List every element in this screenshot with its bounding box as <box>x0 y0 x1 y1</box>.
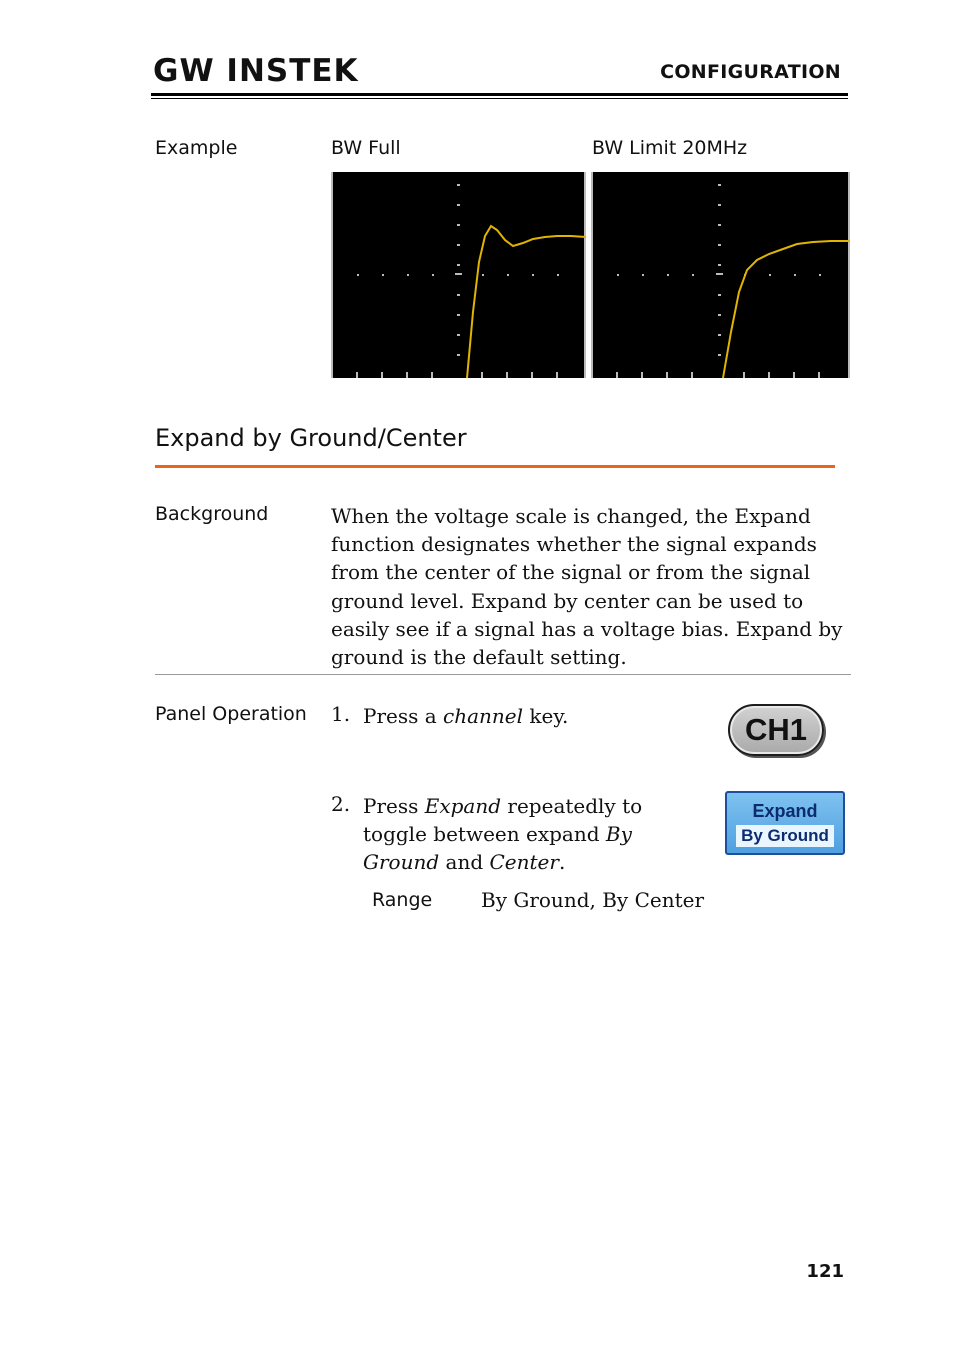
background-label: Background <box>155 503 269 525</box>
softkey-title: Expand <box>752 801 818 821</box>
step-1-text: Press a channel key. <box>363 704 569 728</box>
header-rule-thin <box>151 98 848 99</box>
row-divider <box>155 674 851 675</box>
bw-full-waveform <box>331 172 586 378</box>
bw-full-caption: BW Full <box>331 137 401 159</box>
range-label: Range <box>372 889 433 911</box>
brand-logo <box>153 52 359 89</box>
bw-limit-caption: BW Limit 20MHz <box>592 137 748 159</box>
svg-text:GW INSTEK: GW INSTEK <box>153 53 359 89</box>
panel-operation-label: Panel Operation <box>155 703 307 725</box>
step-2-text: Press Expand repeatedly to toggle between expand By Ground and Center. <box>363 794 643 874</box>
bw-limit-waveform <box>591 172 850 378</box>
center-term: Center <box>489 850 559 874</box>
section-rule <box>155 465 835 468</box>
section-header: CONFIGURATION <box>660 61 841 83</box>
expand-term: Expand <box>424 794 502 818</box>
example-label: Example <box>155 137 238 159</box>
page-number: 121 <box>806 1261 844 1282</box>
background-text: When the voltage scale is changed, the Expand function designates whether the signal expands from the center of the signal or from the signal ground level. Expand by center can be used to easily see if a signal has a voltage bias. Expand by ground is the default setting. <box>331 504 843 670</box>
softkey-value: By Ground <box>736 825 834 847</box>
range-value: By Ground, By Center <box>481 888 705 912</box>
ch1-key-button[interactable]: CH1 <box>728 704 824 756</box>
expand-softkey-button[interactable] <box>725 791 845 855</box>
by-ground-term: By Ground <box>363 822 632 874</box>
channel-term: channel <box>443 704 524 728</box>
step-2-number: 2. <box>331 792 351 816</box>
section-title: Expand by Ground/Center <box>155 424 467 452</box>
header-rule <box>151 93 848 96</box>
step-1-number: 1. <box>331 702 351 726</box>
